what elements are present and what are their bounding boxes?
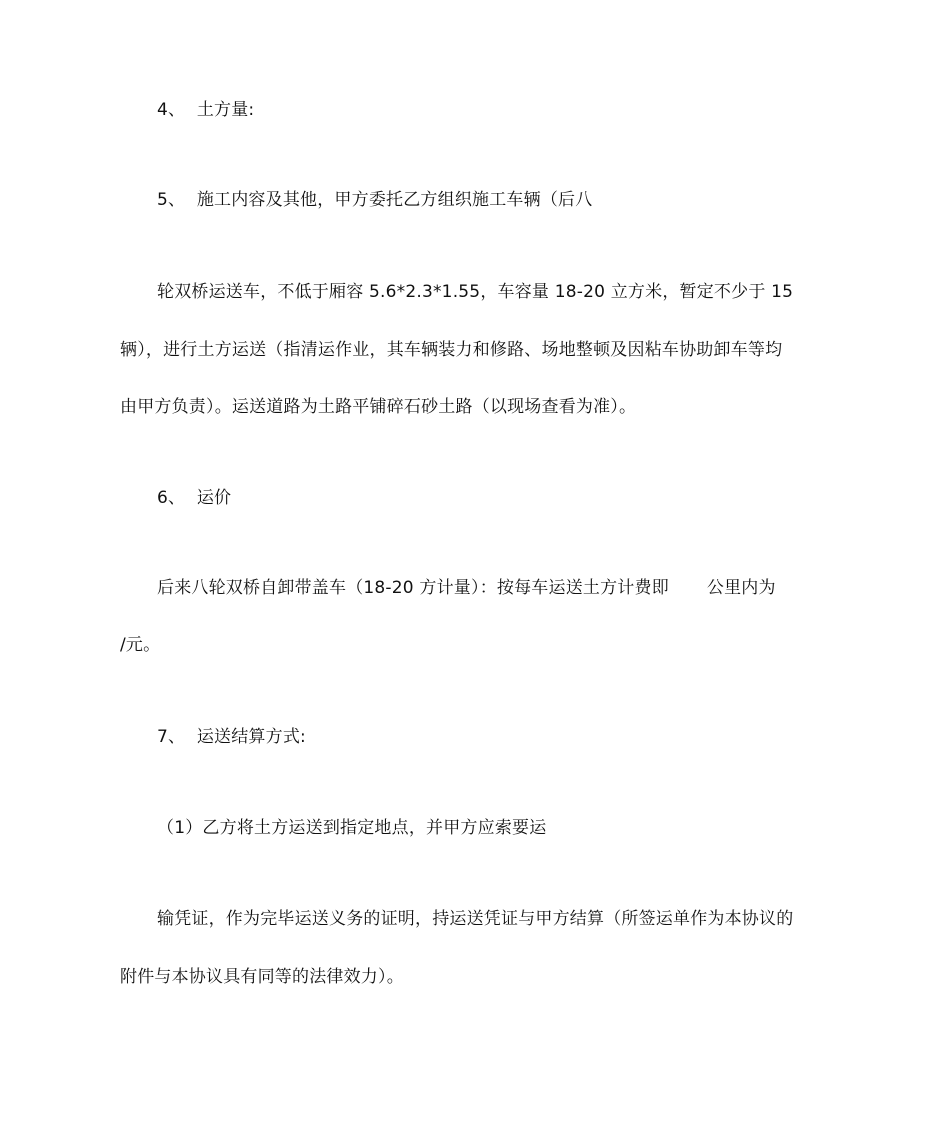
item-4-line [157, 99, 254, 121]
item-7-number: 7、 [157, 727, 186, 747]
item-5-text: 施工内容及其他，甲方委托乙方组织施工车辆（后八 [196, 190, 593, 210]
item-7-subitem-1: （1）乙方将土方运送到指定地点，并甲方应索要运 [157, 818, 547, 838]
item-6-paragraph-a: 后来八轮双桥自卸带盖车（18-20 方计量）：按每车运送土方计费即 [157, 578, 669, 598]
item-6-paragraph-b: 公里内为 [706, 578, 776, 598]
item-7-line [157, 726, 306, 748]
item-7-text: 运送结算方式: [196, 727, 306, 747]
item-4-text: 土方量: [196, 100, 255, 120]
item-6-paragraph-c: /元。 [120, 635, 161, 655]
item-4-number: 4、 [157, 100, 186, 120]
item-5-continuation-2: 辆），进行土方运送（指清运作业，其车辆装力和修路、场地整顿及因粘车协助卸车等均 [120, 340, 783, 360]
item-5-continuation-1: 轮双桥运送车，不低于厢容 5.6*2.3*1.55，车容量 18-20 立方米，暂定不少于 15 [157, 282, 794, 302]
item-5-line [157, 189, 592, 211]
item-7-continuation-2: 附件与本协议具有同等的法律效力）。 [120, 967, 404, 987]
item-6-number: 6、 [157, 488, 186, 508]
item-7-continuation-1: 输凭证，作为完毕运送义务的证明，持运送凭证与甲方结算（所签运单作为本协议的 [157, 909, 794, 929]
item-6-text: 运价 [196, 488, 232, 508]
item-5-continuation-3: 由甲方负责）。运送道路为土路平铺碎石砂土路（以现场查看为准）。 [120, 397, 637, 417]
item-6-line [157, 487, 231, 509]
item-5-number: 5、 [157, 190, 186, 210]
item-6-paragraph [157, 577, 776, 599]
